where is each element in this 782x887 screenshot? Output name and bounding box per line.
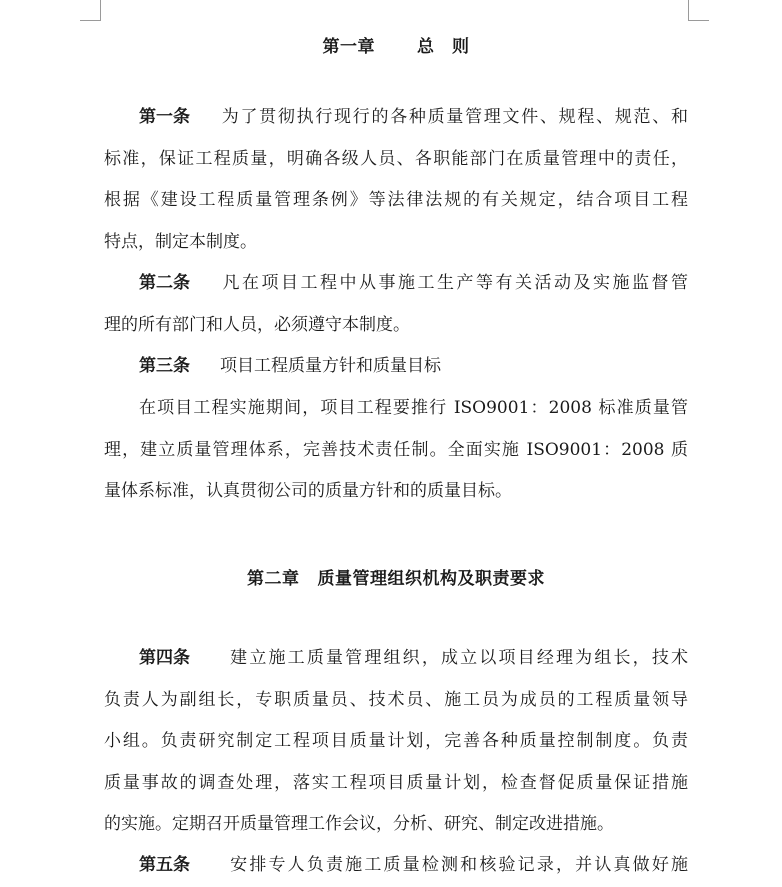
article-2 (104, 263, 688, 346)
article-1-text-1: 为了贯彻执行现行的各种质量管理文件、规程、规范、和 (220, 107, 688, 127)
policy-line-1: 在项目工程实施期间，项目工程要推行 ISO9001：2008 标准质量管 (139, 398, 688, 418)
article-5 (104, 845, 688, 887)
article-3-line-1 (104, 346, 688, 388)
article-3-label: 第三条 (139, 356, 190, 376)
article-5-label: 第五条 (139, 855, 190, 875)
article-4-line-5: 的实施。定期召开质量管理工作会议，分析、研究、制定改进措施。 (104, 814, 614, 834)
article-5-line-1 (104, 845, 688, 887)
article-4-line-1 (104, 638, 688, 680)
crop-mark-top-right (688, 0, 709, 21)
article-4-label: 第四条 (139, 648, 190, 668)
article-1-line-4: 特点，制定本制度。 (104, 231, 257, 252)
policy-line-2: 理，建立质量管理体系，完善技术责任制。全面实施 ISO9001：2008 质 (104, 439, 688, 460)
article-4-text-1: 建立施工质量管理组织，成立以项目经理为组长，技术 (228, 648, 688, 668)
crop-mark-top-left (80, 0, 101, 21)
article-4 (104, 638, 688, 846)
quality-policy-paragraph (104, 388, 688, 513)
article-3-text-1: 项目工程质量方针和质量目标 (220, 356, 441, 376)
article-3 (104, 346, 688, 388)
article-1-label: 第一条 (139, 107, 190, 127)
article-4-line-4: 质量事故的调查处理，落实工程项目质量计划，检查督促质量保证措施 (104, 772, 688, 793)
chapter-2-label: 第二章 (247, 569, 300, 589)
article-2-text-1: 凡在项目工程中从事施工生产等有关活动及实施监督管 (220, 273, 688, 293)
article-4-line-3: 小组。负责研究制定工程项目质量计划，完善各种质量控制制度。负责 (104, 731, 688, 751)
chapter-1-heading (104, 32, 688, 57)
article-4-line-2: 负责人为副组长，专职质量员、技术员、施工员为成员的工程质量领导 (104, 689, 688, 710)
chapter-2-title: 质量管理组织机构及职责要求 (317, 569, 545, 589)
chapter-1-title: 总 则 (417, 37, 470, 57)
article-2-line-2: 理的所有部门和人员，必须遵守本制度。 (104, 314, 410, 335)
chapter-1-label: 第一章 (322, 37, 375, 57)
article-2-label: 第二条 (139, 273, 190, 293)
article-1-line-1 (104, 97, 688, 139)
article-1 (104, 97, 688, 263)
article-2-line-1 (104, 263, 688, 305)
policy-line-3: 量体系标准，认真贯彻公司的质量方针和的质量目标。 (104, 481, 512, 501)
article-1-line-2: 标准，保证工程质量，明确各级人员、各职能部门在质量管理中的责任， (104, 148, 688, 169)
article-5-text-1: 安排专人负责施工质量检测和核验记录，并认真做好施 (228, 855, 688, 875)
chapter-2-heading (104, 564, 688, 589)
article-1-line-3: 根据《建设工程质量管理条例》等法律法规的有关规定，结合项目工程 (104, 190, 688, 210)
